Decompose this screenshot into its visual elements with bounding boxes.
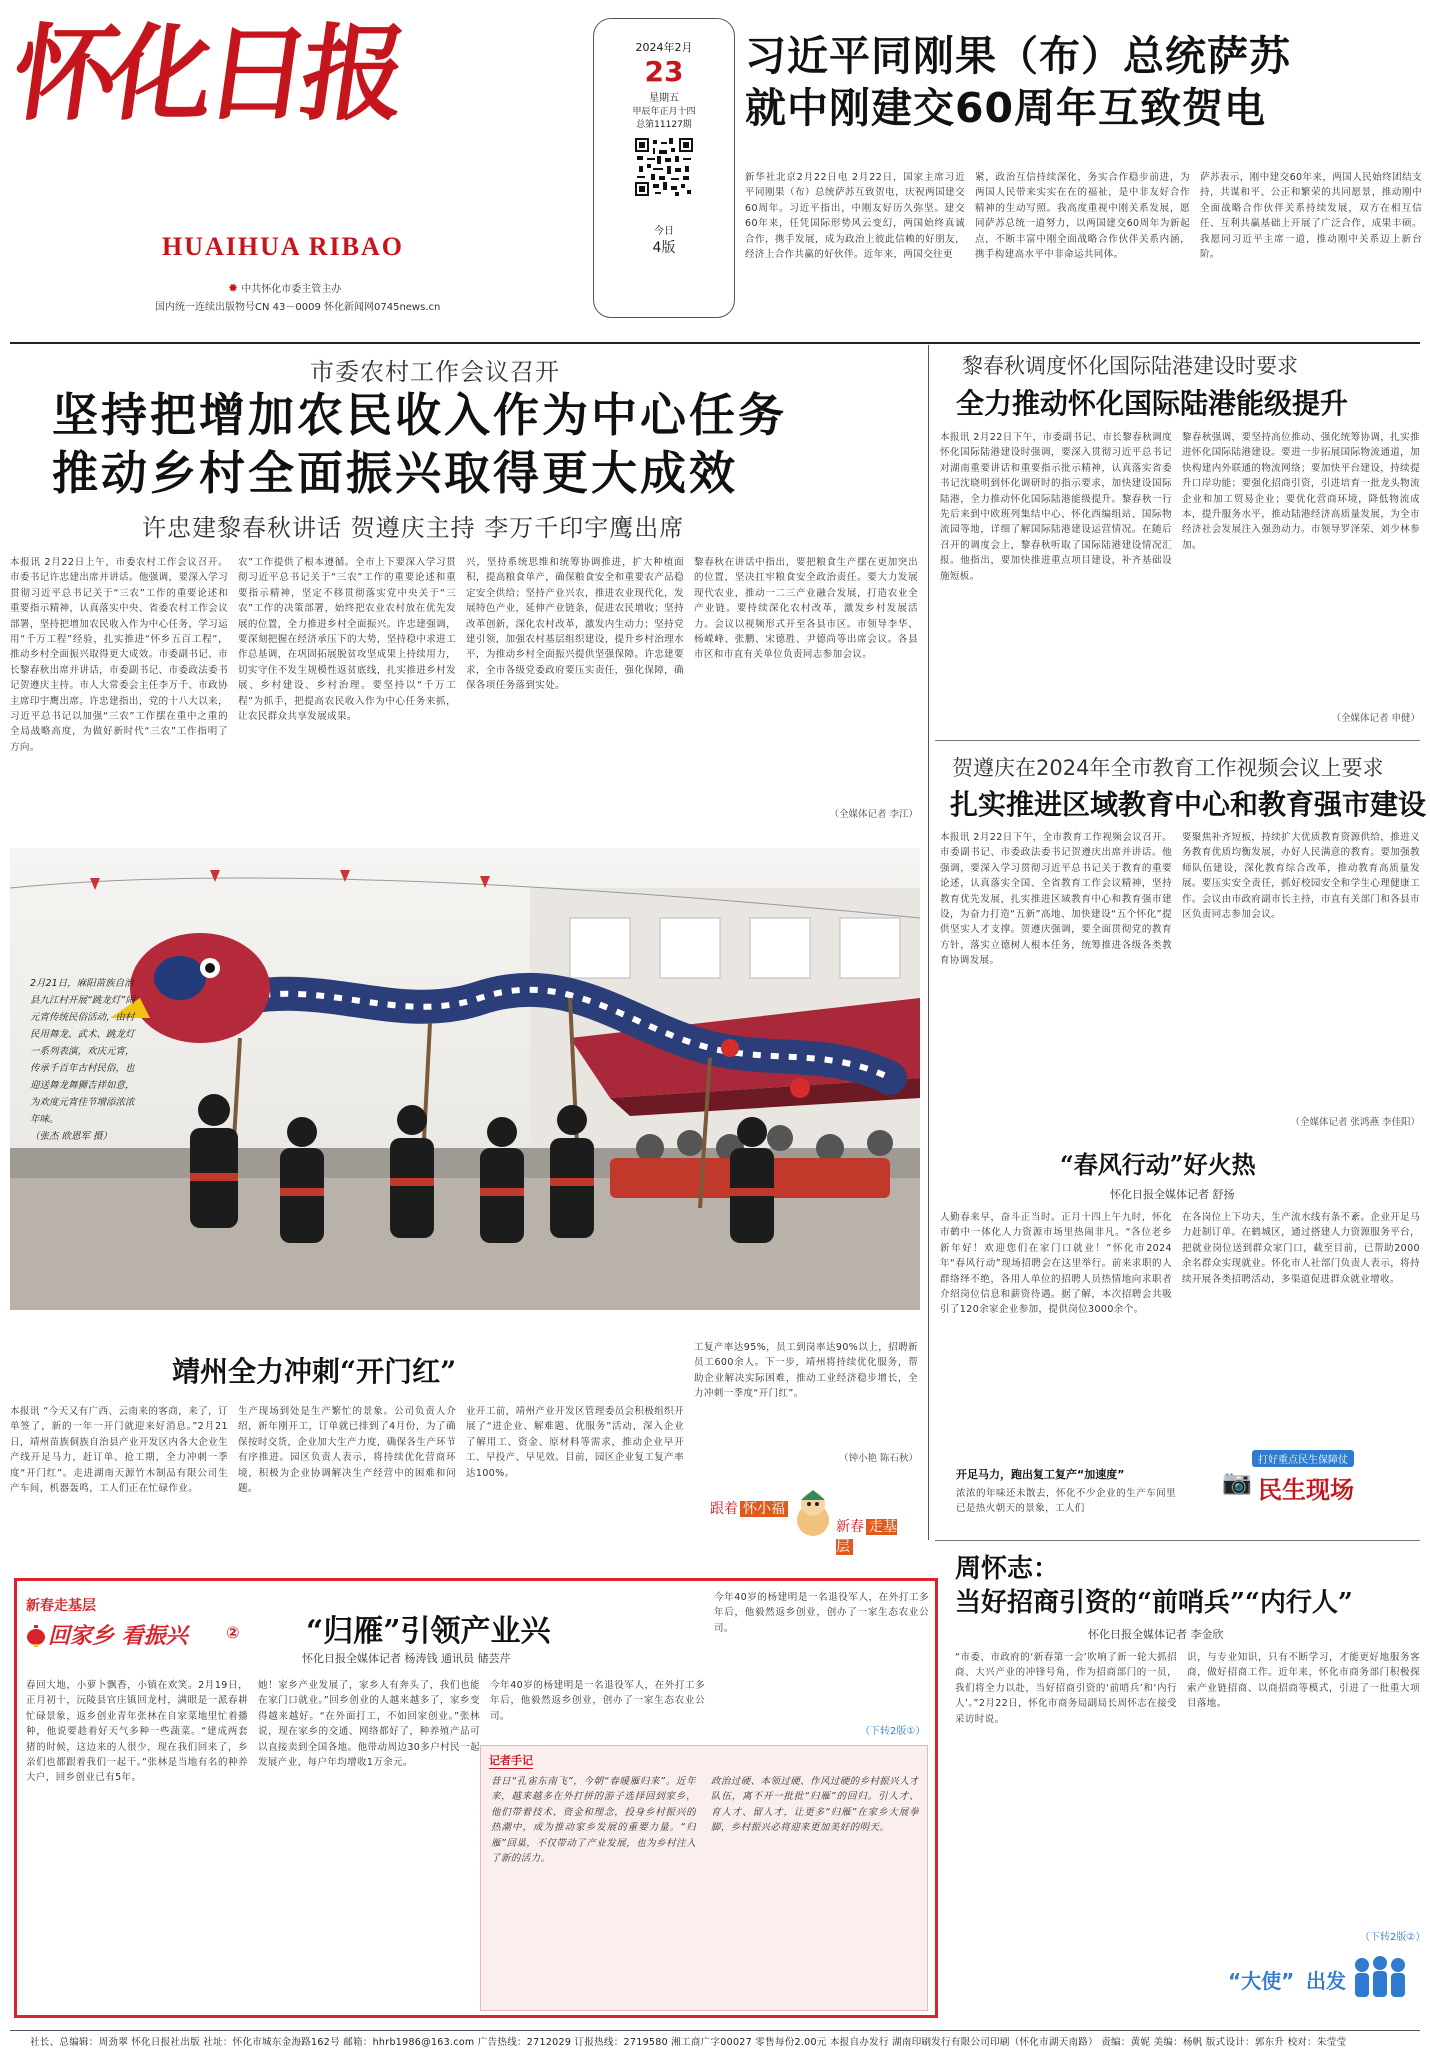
side2-col2: 要聚焦补齐短板，持续扩大优质教育资源供给，推进义务教育优质均衡发展，办好人民满意的教育。要加强教师队伍建设，深化教育综合改革，推动教育高质量发展。要压实安全责任，抓好校园安全和学生心理健康工作。会议由市政府副市长主持，市直有关部门和各县市区负责同志参加会议。: [1182, 832, 1420, 921]
spring-subhead: 开足马力，跑出复工复产“加速度”: [956, 1468, 1125, 1481]
lead-kicker: 市委农村工作会议召开: [310, 358, 560, 386]
guiyan-continued[interactable]: （下转2版①）: [860, 1726, 926, 1737]
side-divider-1: [935, 740, 1420, 741]
zhou-col1: “市委、市政府的‘新春第一会’吹响了新一轮大抓招商、大兴产业的冲锋号角，作为招商部门的一员，我们将全力以赴，当好招商引资的‘前哨兵’和‘内行人’。”2月22日，怀化市商务局副局长周怀志在接受采访时说。: [955, 1652, 1177, 1725]
party-emblem-icon: ✹: [228, 281, 239, 295]
date-box: [593, 18, 735, 318]
photo-caption: [30, 975, 140, 1145]
date-year-month: 2024年2月: [635, 41, 693, 54]
top-story-title-line1: 习近平同刚果（布）总统萨苏: [745, 32, 1291, 80]
publisher-line: [228, 280, 341, 295]
reporter-note-col1: 昔日“孔雀东南飞”，今朝“春暖雁归来”。近年来，越来越多在外打拼的游子选择回到家乡，他们带着技术、资金和理念，投身乡村振兴的热潮中，成为推动家乡发展的重要力量。“归雁”回巢，不仅带动了产业发展，也为乡村注入了新的活力。: [491, 1776, 696, 1865]
pages-count: 4版: [652, 240, 676, 256]
spring-byline: 怀化日报全媒体记者 舒扬: [1110, 1188, 1235, 1201]
lunar-date: 甲辰年正月十四: [632, 107, 696, 117]
mascot-name: 怀小福: [740, 1501, 788, 1517]
lead-col3: 兴，坚持系统思维和统筹协调推进，扩大种植面积，提高粮食单产，确保粮食安全和重要农产品稳定安全供给；坚持产业兴农，推进农业现代化，发展特色产业，延伸产业链条，促进农民增收；坚持改革创新，深化农村改革，激发内生动力；坚持党建引领，加强农村基层组织建设，提升乡村治理水平，为推动乡村全面振兴提供坚强保障。许忠建要求，全市各级党委政府要压实责任，强化保障，确保各项任务落到实处。: [466, 557, 684, 692]
date-day: 23: [644, 55, 684, 88]
follow-line3: 走基层: [836, 1519, 897, 1555]
lantern-icon: [26, 1625, 46, 1645]
banner-title: 民生现场: [1258, 1476, 1354, 1504]
top-story-title-line2: 就中刚建交60周年互致贺电: [745, 84, 1267, 132]
lead-col1: 本报讯 2月22日上午，市委农村工作会议召开。市委书记许忠建出席并讲话。他强调，要深入学习贯彻习近平总书记关于“三农”工作的重要论述和重要指示精神，认真落实中央、省委农村工作会议部署，坚持把增加农民收入作为中心任务，学习运用“千万工程”经验，扎实推进“怀乡五百工程”，推动乡村全面振兴取得更大成效。市委副书记、市长黎春秋出席并讲话，市委副书记、市委政法委书记贺遵庆主持。市人大常委会主任李万千、市政协主席印宇鹰出席。许忠建指出，党的十八大以来，习近平总书记以加强“三农”工作摆在重中之重的全局战略高度，为做好新时代“三农”工作指明了方向。: [10, 557, 228, 753]
masthead-divider: [10, 342, 1420, 344]
side2-title[interactable]: 扎实推进区域教育中心和教育强市建设: [950, 788, 1427, 821]
spring-subtext: 浓浓的年味还未散去，怀化不少企业的生产车间里已是热火朝天的景象，工人们: [956, 1488, 1176, 1515]
zhou-title-line2: 当好招商引资的“前哨兵”“内行人”: [955, 1588, 1353, 1618]
zhou-title[interactable]: [955, 1552, 1353, 1620]
guiyan-title[interactable]: “归雁”引领产业兴: [306, 1614, 551, 1649]
footer-text: 社长、总编辑：周劲翠 怀化日报社出版 社址：怀化市城东金海路162号 邮箱：hhrb1986@163.com 广告热线：2712029 订报热线：2719580 湘工商广字00027 零售每份2.00元 本报自办发行 湖南印刷发行有限公司印刷（怀化市湖天南路） 责编：黄妮 美编：杨帆 版式设计：郭东升 校对：朱莹莹: [30, 2037, 1347, 2048]
people-icon: [1348, 1953, 1412, 2011]
banner-label: 打好重点民生保障仗: [1252, 1450, 1354, 1467]
lead-title-line1: 坚持把增加农民收入作为中心任务: [52, 388, 787, 442]
newspaper-logo: 怀化日报: [5, 12, 407, 135]
top-story-col3: 萨苏表示，刚中建交60年来，两国人民始终团结支持，共谋和平、公正和繁荣的共同愿景，推动刚中全面战略合作伙伴关系持续发展，双方在相互信任、互利共赢基础上开展了广泛合作，成果丰硕。我愿同习近平主席一道，推动刚中关系迈上新台阶。: [1200, 172, 1422, 261]
side2-credit: （全媒体记者 张鸿燕 李佳阳）: [1290, 1117, 1420, 1128]
spring-title[interactable]: “春风行动”好火热: [1060, 1150, 1256, 1179]
dragon-dance-photo: [10, 848, 920, 1310]
envoy-badge-left: “大使”: [1228, 1969, 1295, 1993]
series-number: ②: [226, 1623, 240, 1642]
pages-label: 今日: [654, 226, 674, 237]
side1-credit: （全媒体记者 申健）: [1331, 713, 1420, 724]
jingzhou-col4: 工复产率达95%，员工到岗率达90%以上，招聘新员工600余人。下一步，靖州将持续优化服务，帮助企业解决实际困难，推动工业经济稳步增长，全力冲刺一季度“开门红”。: [694, 1342, 918, 1400]
top-story-col1: 新华社北京2月22日电 2月22日，国家主席习近平同刚果（布）总统萨苏互致贺电，庆祝两国建交60周年。习近平指出，中刚友好历久弥坚。建交60年来，任凭国际形势风云变幻，两国始终真诚合作，携手发展，成为政治上彼此信赖的好朋友，经济上合作共赢的好伙伴。近年来，两国交往更: [745, 172, 965, 261]
lead-credit: （全媒体记者 李江）: [829, 809, 918, 820]
guiyan-col1: 春回大地，小萝卜飘香，小镇在欢笑。2月19日，正月初十，沅陵县官庄镇回龙村，满眼是一派春耕忙碌景象，返乡创业青年张林在自家菜地里忙着播种，他说要趁着好天气多种一些蔬菜。“建成两套猪的时候，这边来的人很少，现在我们回来了，乡亲们也都跟着我们一起干。”张林是当地有名的种养大户，回乡创业已有5年。: [26, 1680, 248, 1784]
spring-col1: 人勤春来早，奋斗正当时。正月十四上午九时，怀化市鹤中一体化人力资源市场里热闹非凡。“各位老乡新年好！欢迎您们在家门口就业！”怀化市2024年“春风行动”现场招聘会在这里举行。前来求职的人群络绎不绝，各用人单位的招聘人员热情地向求职者介绍岗位信息和薪资待遇。据了解，本次招聘会共吸引了120余家企业参加，提供岗位3000余个。: [940, 1212, 1172, 1316]
series-label: 新春走基层: [26, 1598, 96, 1614]
side2-kicker: 贺遵庆在2024年全市教育工作视频会议上要求: [952, 756, 1384, 780]
zhou-col2: 识，与专业知识，只有不断学习，才能更好地服务客商，做好招商工作。近年来，怀化市商务部门积极探索产业链招商、以商招商等模式，引进了一批重大项目落地。: [1187, 1652, 1420, 1710]
serial-line: 国内统一连续出版物号CN 43－0009 怀化新闻网0745news.cn: [155, 302, 441, 313]
photo-caption-text: 2月21日，麻阳苗族自治县九江村开展“跳龙灯”闹元宵传统民俗活动，由村民用舞龙、武术、跳龙灯一系列表演，欢庆元宵，传承千百年古村民俗，也迎送舞龙舞狮吉祥如意，为欢度元宵佳节增添浓浓年味。: [30, 978, 135, 1125]
side1-kicker: 黎春秋调度怀化国际陆港建设时要求: [962, 354, 1298, 378]
jingzhou-credit: （钟小艳 陈石秋）: [838, 1453, 918, 1464]
spring-col2: 在各岗位上下功夫，生产流水线有条不紊。企业开足马力赶制订单。在鹤城区，通过搭建人力资源服务平台，把就业岗位送到群众家门口，截至目前，已帮助2000余名群众实现就业。怀化市人社部门负责人表示，将持续开展各类招聘活动，多渠道促进群众就业增收。: [1182, 1212, 1420, 1285]
zhou-byline: 怀化日报全媒体记者 李金欣: [1088, 1628, 1224, 1641]
qr-code-icon[interactable]: [635, 138, 693, 196]
follow-line2: 新春 走基层: [836, 1519, 897, 1555]
lead-title[interactable]: [52, 386, 932, 502]
series-badge: [26, 1595, 266, 1655]
side1-col1: 本报讯 2月22日下午，市委副书记、市长黎春秋调度怀化国际陆港建设时强调，要深入贯彻习近平总书记对湖南重要讲话和重要指示批示精神，认真落实省委书记沈晓明到怀化调研时的指示要求，加快建设国际陆港，全力推动怀化国际陆港能级提升。黎春秋一行先后来到中欧班列集结中心、怀化西编组站、国际物流园等地，详细了解国际陆港建设运营情况。在随后召开的调度会上，黎春秋听取了国际陆港建设情况汇报。他指出，要加快推进重点项目建设，补齐基础设施短板。: [940, 432, 1172, 582]
guiyan-col3: 今年40岁的杨建明是一名退役军人，在外打工多年后，他毅然返乡创业，创办了一家生态农业公司。: [490, 1680, 705, 1722]
follow-mascot-badge: [710, 1480, 910, 1555]
right-column-divider: [928, 345, 929, 1540]
series-title: 回家乡 看振兴: [48, 1624, 188, 1649]
footer-divider: [10, 2030, 1420, 2031]
jingzhou-col2: 生产现场到处是生产繁忙的景象。公司负责人介绍，新年刚开工，订单就已排到了4月份，为了确保按时交货，企业加大生产力度，确保各生产环节有序推进。园区负责人表示，将持续优化营商环境，积极为企业协调解决生产经营中的困难和问题。: [238, 1406, 456, 1495]
guiyan-col2: 她！家乡产业发展了，家乡人有奔头了，我们也能在家门口就业。”回乡创业的人越来越多了，家乡变得越来越好。“在外面打工，不如回家创业。”张林说，现在家乡的交通、网络都好了，种养殖产品可以直接卖到全国各地。他带动周边30多户村民一起发展产业，每户年均增收1万余元。: [258, 1680, 480, 1769]
photo-credit: （张杰 欧恩军 摄）: [30, 1131, 113, 1142]
lead-col4: 黎春秋在讲话中指出，要把粮食生产摆在更加突出的位置，坚决扛牢粮食安全政治责任。要大力发展现代农业，推动一二三产业融合发展，打造农业全产业链。要持续深化农村改革，激发乡村发展活力。会议以视频形式开至各县市区。市领导李华、杨嵘峰、张鹏、宋德胜、尹德尚等出席会议。各县市区和市直有关单位负责同志参加会议。: [694, 557, 918, 661]
mascot-icon: [792, 1488, 834, 1538]
lead-col2: 农”工作提供了根本遵循。全市上下要深入学习贯彻习近平总书记关于“三农”工作的重要论述和重要指示精神，坚定不移贯彻落实党中央关于“三农”工作的决策部署，始终把农业农村放在优先发展的位置，全力推进乡村全面振兴。许忠建强调，要深刻把握在经济承压下的大势，坚持稳中求进工作总基调，在巩固拓展脱贫攻坚成果上持续用力，切实守住不发生规模性返贫底线，扎实推进乡村发展、乡村建设、乡村治理。要坚持以“千万工程”为抓手，把提高农民收入作为中心任务来抓，让农民群众共享发展成果。: [238, 557, 456, 723]
camera-icon: 📷: [1222, 1468, 1252, 1496]
guiyan-byline: 怀化日报全媒体记者 杨涛钱 通讯员 储芸芹: [302, 1652, 511, 1665]
envoy-badge: [1228, 1945, 1418, 2017]
side1-col2: 黎春秋强调，要坚持高位推动、强化统筹协调，扎实推进怀化国际陆港建设。要进一步拓展国际物流通道，加快构建内外联通的物流网络；要加快平台建设，持续提升口岸功能；要强化招商引资，引进培育一批龙头物流企业和加工贸易企业；要优化营商环境，降低物流成本，提升服务水平，推动陆港经济高质量发展，为全市经济社会发展注入强劲动力。市领导罗泽荣、刘少林参加。: [1182, 432, 1420, 551]
zhou-continued[interactable]: （下转2版②）: [1360, 1932, 1426, 1943]
envoy-badge-right: 出发: [1306, 1969, 1346, 1993]
lead-subtitle: 许忠建黎春秋讲话 贺遵庆主持 李万千印宇鹰出席: [142, 514, 685, 542]
guiyan-col4: 今年40岁的杨建明是一名退役军人，在外打工多年后，他毅然返乡创业，创办了一家生态农业公司。: [714, 1592, 929, 1634]
reporter-note-label: 记者手记: [489, 1754, 533, 1767]
zhou-title-line1: 周怀志：: [955, 1554, 1060, 1584]
logo-pinyin: HUAIHUA RIBAO: [162, 232, 404, 261]
top-story-title[interactable]: [745, 30, 1425, 134]
jingzhou-title[interactable]: 靖州全力冲刺“开门红”: [172, 1355, 457, 1388]
lead-title-line2: 推动乡村全面振兴取得更大成效: [52, 446, 738, 500]
side2-col1: 本报讯 2月22日下午，全市教育工作视频会议召开。市委副书记、市委政法委书记贺遵庆出席并讲话。他强调，要深入学习贯彻习近平总书记关于教育的重要论述，认真落实全国、全省教育工作会议精神，坚持教育优先发展，扎实推进区域教育中心和教育强市建设，为奋力打造“五新”高地、加快建设“五个怀化”提供坚实人才支撑。贺遵庆强调，要全面贯彻党的教育方针，落实立德树人根本任务，统筹推进各级各类教育协调发展。: [940, 832, 1172, 967]
minsheng-banner: [1218, 1448, 1418, 1510]
side1-title[interactable]: 全力推动怀化国际陆港能级提升: [956, 387, 1349, 420]
top-story-col2: 紧，政治互信持续深化，务实合作稳步前进，为两国人民带来实实在在的福祉，是中非友好合作精神的生动写照。我高度重视中刚关系发展，愿同萨苏总统一道努力，以两国建交60周年为新起点，不断丰富中刚全面战略合作伙伴关系内涵，携手构建高水平中非命运共同体。: [975, 172, 1190, 261]
side-divider-2: [935, 1540, 1420, 1541]
publisher-text: 中共怀化市委主管主办: [241, 284, 342, 295]
follow-line1: 跟着 怀小福: [710, 1498, 788, 1518]
reporter-note-box: [480, 1745, 928, 2011]
jingzhou-col3: 业开工前，靖州产业开发区管理委员会积极组织开展了“进企业、解难题、优服务”活动，深入企业了解用工、资金、原材料等需求，推动企业早开工、早投产、早见效。目前，园区企业复工复产率达100%。: [466, 1406, 684, 1479]
issue-number: 总第11127期: [636, 120, 692, 130]
weekday: 星期五: [649, 93, 679, 104]
jingzhou-col1: 本报讯 “今天又有广西、云南来的客商，来了，订单签了，新的一年一开门就迎来好消息。”2月21日，靖州苗族侗族自治县产业开发区内各大企业生产线开足马力，赶订单、抢工期，全力冲刺一季度“开门红”。走进湖南天源竹木制品有限公司生产车间，机器轰鸣，工人们正在忙碌作业。: [10, 1406, 228, 1495]
reporter-note-col2: 政治过硬、本领过硬、作风过硬的乡村振兴人才队伍，离不开一批批“归雁”的回归。引人才、育人才、留人才，让更多“归雁”在家乡大展拳脚，乡村振兴必将迎来更加美好的明天。: [711, 1776, 919, 1834]
